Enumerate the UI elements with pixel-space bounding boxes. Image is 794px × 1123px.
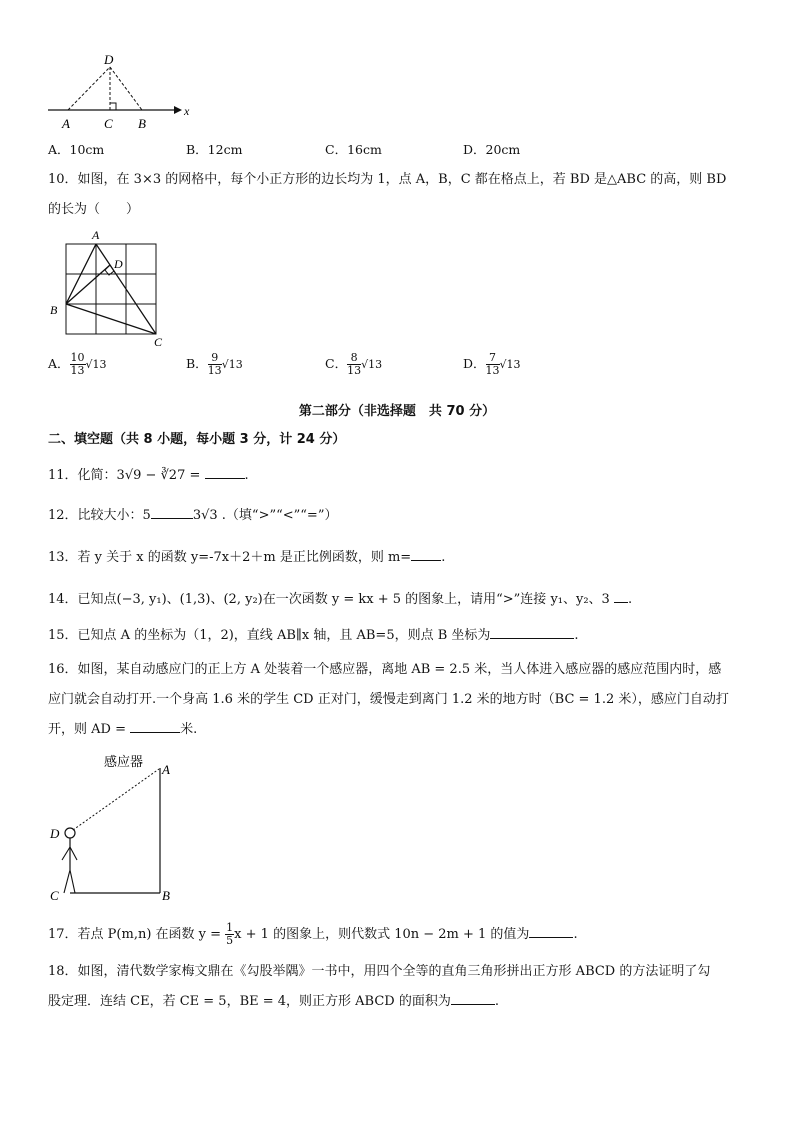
q9-option-b[interactable]: B．12cm — [186, 142, 243, 157]
person-right-leg — [70, 870, 75, 893]
q10-option-d[interactable]: D． $\frac{7}{13}$ √13 — [463, 351, 521, 377]
label-a: A — [62, 116, 70, 131]
label-d: D — [104, 52, 114, 67]
q10-grid-figure — [46, 226, 176, 348]
segment-ad — [68, 67, 110, 110]
q16-text-line2: 应门就会自动打开.一个身高 1.6 米的学生 CD 正对门，缓慢走到离门 1.2 米的地方时（BC = 1.2 米），感应门自动打 — [48, 692, 729, 707]
q10-text-line2: 的长为（ ） — [48, 202, 140, 217]
label-a: A — [162, 762, 170, 777]
q15-answer-blank[interactable] — [490, 626, 574, 639]
q18-text-line1: 18．如图，清代数学家梅文鼎在《勾股举隅》一书中，用四个全等的直角三角形拼出正方形 ABCD 的方法证明了勾 — [48, 964, 711, 979]
q10-option-a[interactable]: A． $\frac{10}{13}$ √13 — [48, 351, 107, 377]
q18-text-line2: 股定理．连结 CE，若 CE = 5，BE = 4，则正方形 ABCD 的面积为 . — [48, 994, 499, 1009]
person-left-leg — [64, 870, 70, 893]
person-left-arm — [62, 847, 70, 860]
person-head — [65, 828, 75, 838]
person-right-arm — [70, 847, 77, 860]
q12-answer-blank[interactable] — [151, 506, 193, 519]
label-a: A — [92, 228, 100, 242]
q16-answer-blank[interactable] — [130, 720, 180, 733]
q9-option-c[interactable]: C．16cm — [325, 142, 382, 157]
label-c: C — [104, 116, 113, 131]
segment-ad — [73, 769, 159, 830]
q10-option-b[interactable]: B． $\frac{9}{13}$ √13 — [186, 351, 243, 377]
segment-bc — [66, 304, 156, 334]
label-b: B — [138, 116, 146, 131]
q14-answer-blank[interactable] — [614, 590, 628, 603]
q11-answer-blank[interactable] — [205, 466, 245, 479]
q18-answer-blank[interactable] — [451, 992, 495, 1005]
q17-answer-blank[interactable] — [529, 925, 573, 938]
q9-option-a[interactable]: A．10cm — [48, 142, 105, 157]
label-d: D — [114, 257, 123, 271]
label-b: B — [50, 303, 58, 317]
label-sensor: 感应器 — [104, 755, 144, 770]
label-c: C — [50, 888, 59, 902]
label-x: x — [184, 104, 190, 118]
q17-text: 17．若点 P(m,n) 在函数 y = $\frac{1}{5}$ x + 1 的图象上，则代数式 10n − 2m + 1 的值为 . — [48, 921, 578, 947]
x-axis-arrow — [174, 106, 182, 114]
q12-text: 12．比较大小：5 3√3 .（填“>”“<”“=”） — [48, 508, 338, 523]
q11-text: 11．化简：3√9 − ∛27 = . — [48, 468, 249, 483]
q10-text-line1: 10．如图，在 3×3 的网格中，每个小正方形的边长均为 1，点 A，B，C 都在格点上，若 BD 是△ABC 的高，则 BD — [48, 172, 727, 187]
q16-figure — [46, 752, 196, 902]
q15-text: 15．已知点 A 的坐标为（1，2)，直线 AB∥x 轴，且 AB=5，则点 B 坐标为 . — [48, 628, 579, 643]
section2-title: 二、填空题（共 8 小题，每小题 3 分，计 24 分） — [48, 432, 346, 447]
q16-text-line3: 开，则 AD = 米. — [48, 722, 198, 737]
q13-text: 13．若 y 关于 x 的函数 y=-7x＋2＋m 是正比例函数，则 m= . — [48, 550, 446, 565]
label-b: B — [162, 888, 170, 902]
segment-bd — [66, 265, 110, 304]
right-angle-mark — [110, 103, 116, 110]
part2-title: 第二部分（非选择题 共 70 分） — [298, 404, 496, 419]
segment-db — [110, 67, 142, 110]
label-c: C — [154, 335, 163, 348]
grid-lines — [66, 244, 156, 334]
q9-figure — [44, 50, 194, 134]
q9-option-d[interactable]: D．20cm — [463, 142, 521, 157]
q13-answer-blank[interactable] — [411, 548, 441, 561]
q16-text-line1: 16．如图，某自动感应门的正上方 A 处装着一个感应器，离地 AB = 2.5 米，当人体进入感应器的感应范围内时，感 — [48, 662, 722, 677]
q14-text: 14．已知点(−3, y₁)、(1,3)、(2, y₂)在一次函数 y = kx + 5 的图象上，请用“>”连接 y₁、y₂、3 . — [48, 592, 633, 607]
label-d: D — [50, 826, 60, 841]
q10-option-c[interactable]: C． $\frac{8}{13}$ √13 — [325, 351, 383, 377]
